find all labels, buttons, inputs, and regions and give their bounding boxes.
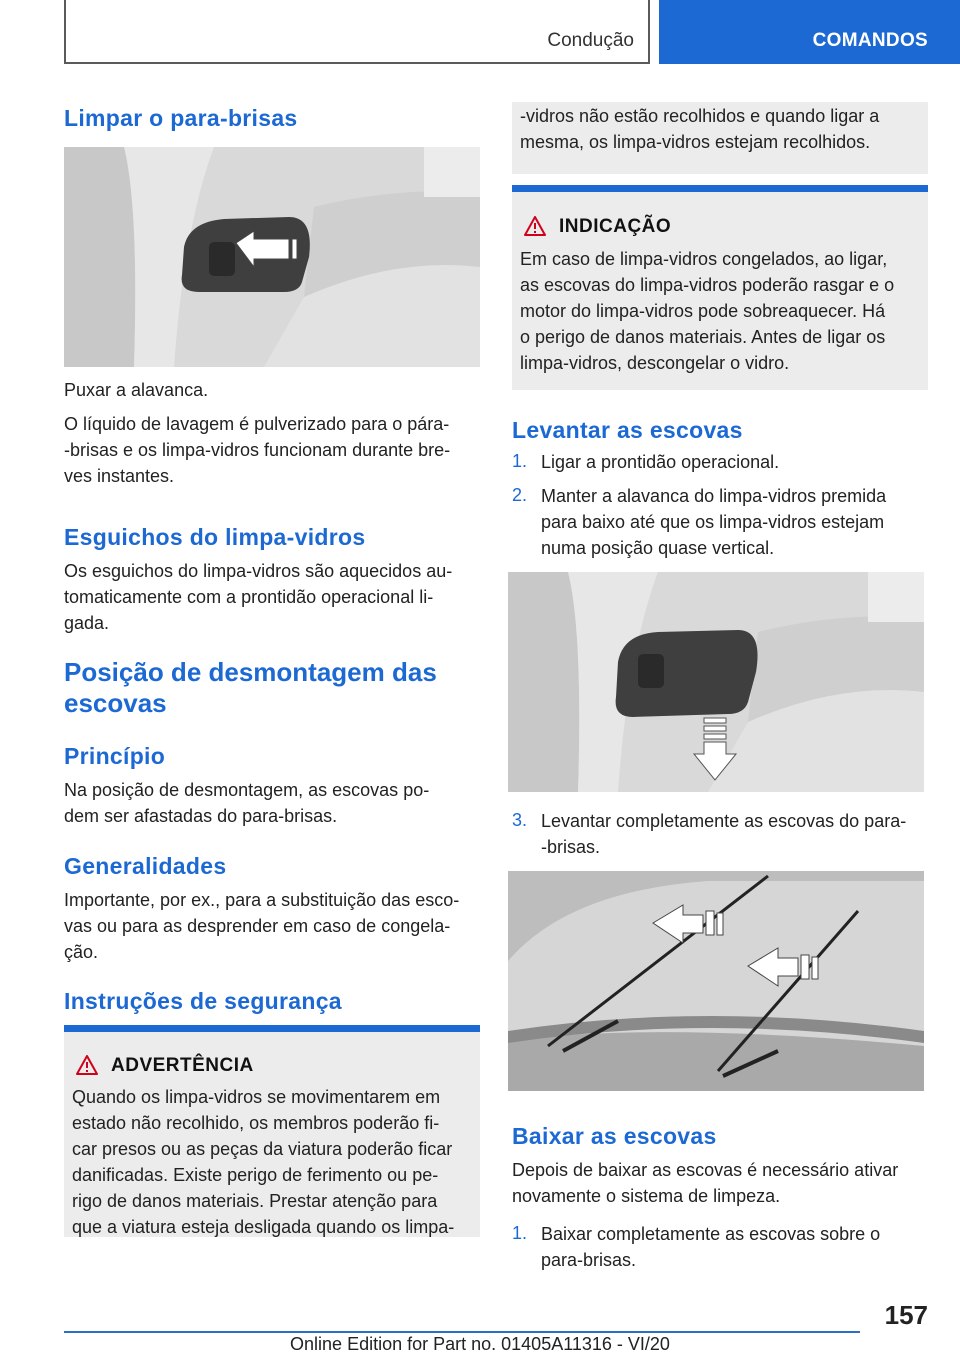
step-number: 1. [512,451,528,471]
warning-box-continued [512,102,928,174]
step-text: Ligar a prontidão operacional. [541,452,780,472]
heading-limpar: Limpar o para-brisas [64,105,298,131]
warning-text: Quando os limpa-vidros se movimentarem em estado não recolhido, os membros poderão fi- car presos ou as peças da viatura poderão ficar danificadas. Existe perigo de ferimento ou pe- rigo de danos materiais. Prestar atenção para que a viatura esteja desligada quando os limpa- [72,1087,455,1237]
edition-text: Online Edition for Part no. 01405A11316 - VI/20 [290,1334,670,1354]
heading-esguichos: Esguichos do limpa-vidros [64,524,366,550]
heading-seguranca: Instruções de segurança [64,988,342,1014]
footer-divider [64,1331,860,1333]
text-principio: Na posição de desmontagem, as escovas po- dem ser afastadas do para-brisas. [64,780,430,826]
lever-pull-illustration [64,147,480,367]
step-text: Baixar completamente as escovas sobre o para-brisas. [541,1224,881,1270]
header-chapter-tab [659,0,960,64]
text-puxar: Puxar a alavanca. [64,380,209,400]
warning-triangle-icon [76,1055,98,1075]
step-number: 3. [512,810,528,830]
warning-title: ADVERTÊNCIA [111,1055,254,1076]
heading-generalidades: Generalidades [64,853,227,879]
text-liquido: O líquido de lavagem é pulverizado para o pára- -brisas e os limpa-vidros funcionam durante bre- ves instantes. [64,414,451,486]
section-title: Condução [547,30,634,51]
step-text: Manter a alavanca do limpa-vidros premida para baixo até que os limpa-vidros estejam numa posição quase vertical. [541,486,887,558]
lever-down-illustration [508,572,924,792]
heading-levantar: Levantar as escovas [512,417,743,443]
step-number: 1. [512,1223,528,1243]
notice-box [512,185,928,390]
text-esguichos: Os esguichos do limpa-vidros são aquecidos au- tomaticamente com a prontidão operacional li- gada. [64,561,453,633]
page-number: 157 [884,1300,928,1330]
step-number: 2. [512,485,528,505]
notice-text: Em caso de limpa-vidros congelados, ao ligar, as escovas do limpa-vidros poderão rasgar e o motor do limpa-vidros pode sobreaquecer. Há o perigo de danos materiais. Antes de ligar os limpa-vidros, descongelar o vidro. [520,249,895,373]
heading-posicao-desmontagem: Posição de desmontagem das escovas [64,657,437,718]
text-baixar: Depois de baixar as escovas é necessário ativar novamente o sistema de limpeza. [512,1160,899,1206]
wiper-lift-illustration [508,871,924,1091]
chapter-title: COMANDOS [812,30,928,51]
header-section-tab [64,0,650,64]
warning-box [64,1025,480,1237]
heading-baixar: Baixar as escovas [512,1123,717,1149]
notice-triangle-icon [524,216,546,236]
step-text: Levantar completamente as escovas do para- -brisas. [541,811,907,857]
warning-continued-text: -vidros não estão recolhidos e quando ligar a mesma, os limpa-vidros estejam recolhidos. [520,106,880,152]
text-generalidades: Importante, por ex., para a substituição das esco- vas ou para as desprender em caso de congela- ção. [64,890,460,962]
heading-principio: Princípio [64,743,166,769]
notice-title: INDICAÇÃO [559,216,672,237]
